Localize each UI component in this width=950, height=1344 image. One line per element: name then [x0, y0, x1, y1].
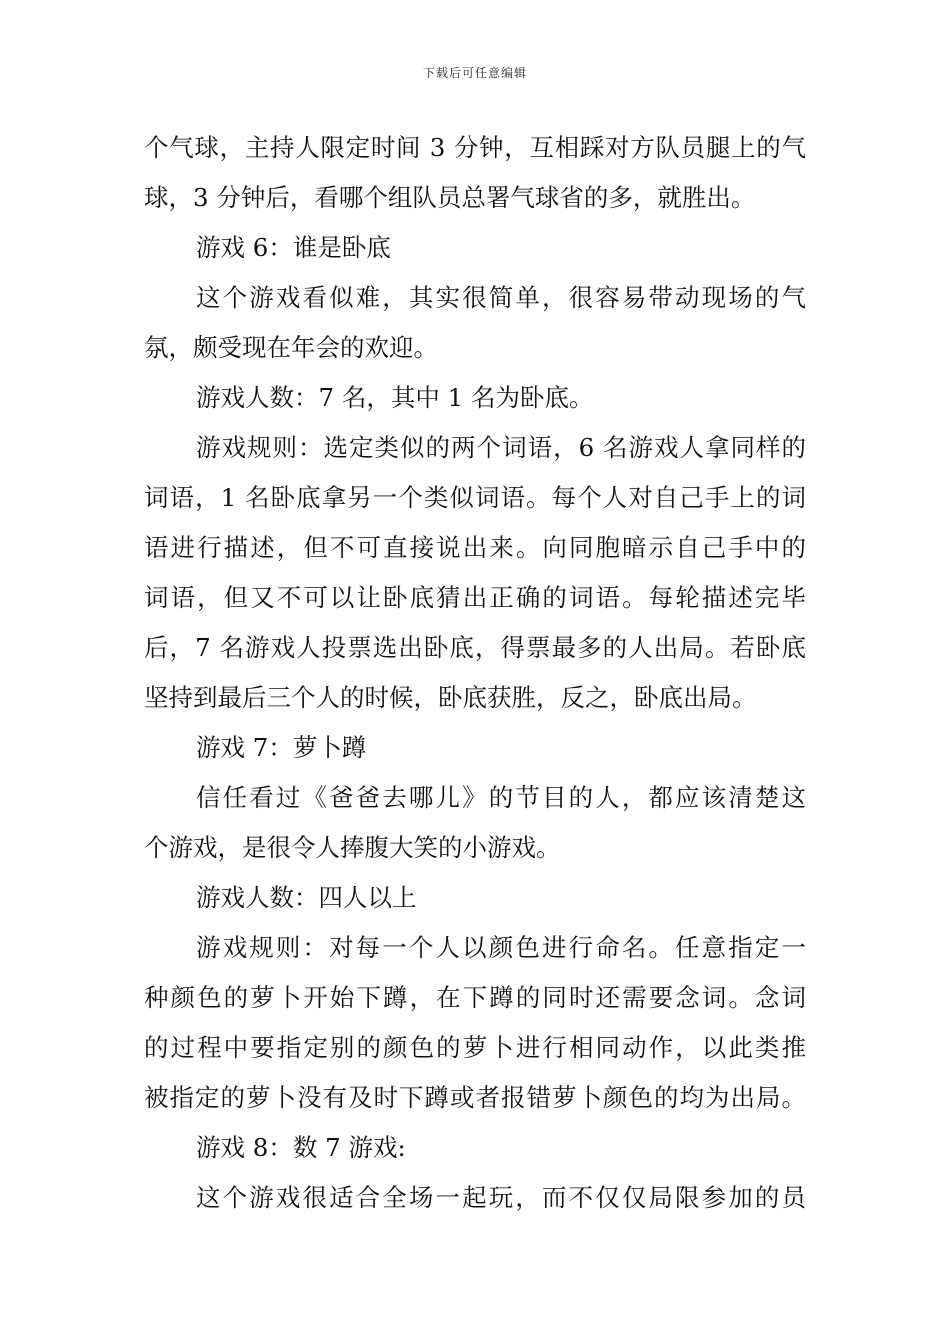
- text-line: 游戏规则：对每一个人以颜色进行命名。任意指定一: [196, 933, 806, 962]
- text-line: 坚持到最后三个人的时候，卧底获胜，反之，卧底出局。: [144, 683, 757, 712]
- text-line: 游戏人数：7 名，其中 1 名为卧底。: [196, 383, 594, 412]
- text-line: 种颜色的萝卜开始下蹲，在下蹲的同时还需要念词。念词: [144, 983, 806, 1012]
- text-line: 语进行描述，但不可直接说出来。向同胞暗示自己手中的: [144, 533, 806, 562]
- text-line: 词语，但又不可以让卧底猜出正确的词语。每轮描述完毕: [144, 583, 806, 612]
- document-body: [144, 123, 806, 1223]
- text-line: 这个游戏看似难，其实很简单，很容易带动现场的气: [196, 283, 806, 312]
- text-line: 氛，颇受现在年会的欢迎。: [144, 333, 438, 362]
- text-line: 后，7 名游戏人投票选出卧底，得票最多的人出局。若卧底: [144, 633, 806, 662]
- section-heading: 游戏 8：数 7 游戏:: [196, 1133, 406, 1162]
- text-line: 信任看过《爸爸去哪儿》的节目的人，都应该清楚这: [196, 783, 806, 812]
- text-line: 的过程中要指定别的颜色的萝卜进行相同动作，以此类推: [144, 1033, 806, 1062]
- text-line: 游戏人数：四人以上: [196, 883, 417, 912]
- text-line: 这个游戏很适合全场一起玩，而不仅仅局限参加的员: [196, 1183, 806, 1212]
- section-heading: 游戏 7：萝卜蹲: [196, 733, 367, 762]
- section-heading: 游戏 6：谁是卧底: [196, 233, 391, 262]
- text-line: 个游戏，是很令人捧腹大笑的小游戏。: [144, 833, 561, 862]
- text-line: 个气球，主持人限定时间 3 分钟，互相踩对方队员腿上的气: [144, 133, 806, 162]
- page-header-note: 下载后可任意编辑: [422, 66, 527, 80]
- text-line: 游戏规则：选定类似的两个词语，6 名游戏人拿同样的: [196, 433, 806, 462]
- text-line: 被指定的萝卜没有及时下蹲或者报错萝卜颜色的均为出局。: [144, 1083, 806, 1112]
- text-line: 词语，1 名卧底拿另一个类似词语。每个人对自己手上的词: [144, 483, 806, 512]
- text-line: 球，3 分钟后，看哪个组队员总署气球省的多，就胜出。: [144, 183, 756, 212]
